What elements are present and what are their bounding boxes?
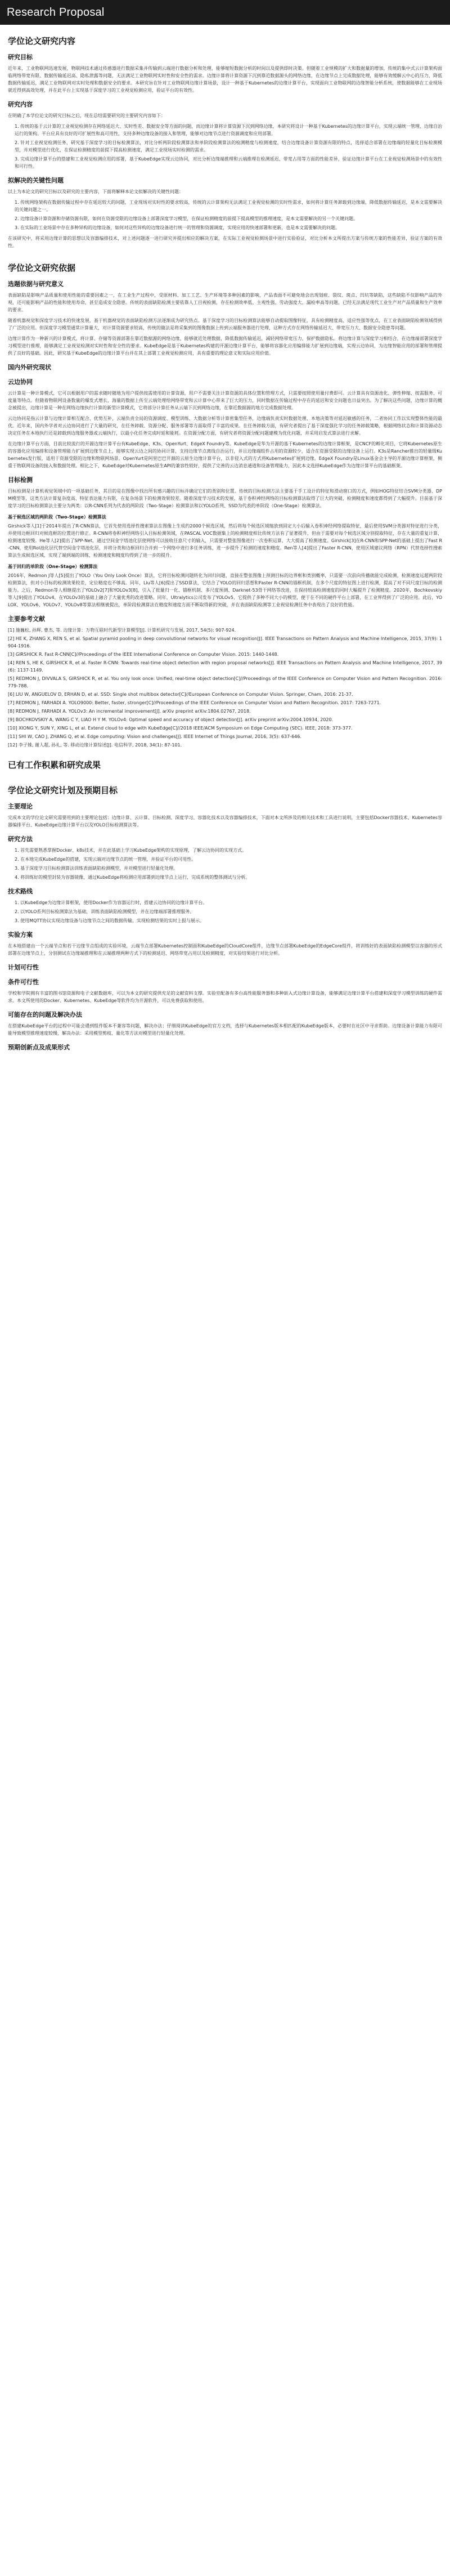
reference-item: [5] REDMON J, DIVVALA S, GIRSHICK R, et al. You only look once: Unified, real-time object detection[C]//Proceedings of the IEEE Conference on Computer Vision and Pattern Recognition. 2016: 779-788. (8, 676, 442, 688)
subsection-heading: 计划可行性 (8, 964, 39, 971)
subsection-heading: 选题依据与研究意义 (8, 280, 64, 288)
list-item: 2. 边缘设备计算资源和存储资源有限，如何在资源受限的边缘设备上部署深度学习模型，在保证检测精度的前提下提高模型的推理速度，是本文需要解决的另一个关键问题。 (15, 216, 358, 221)
subsection-heading: 目标检测 (8, 476, 33, 484)
subsection-heading: 研究目标 (8, 53, 33, 61)
subsection-heading: 预期创新点及成果形式 (8, 1044, 70, 1051)
reference-item: [3] GIRSHICK R. Fast R-CNN[C]//Proceedings of the IEEE International Conference on Computer Vision. 2015: 1440-1448. (8, 652, 279, 657)
paragraph: 随着机器视觉和深度学习技术的快速发展，基于机器视觉的表面缺陷检测方法逐渐成为研究热点。基于深度学习的目标检测算法能够自动提取图像特征，具有检测精度高、适应性强等优点，在工业表面缺陷检测领域得到了广泛的应用。但深度学习模型通常计算量大，对计算资源要求较高，传统的做法是将采集到的图像数据上传到云端服务器进行处理，这种方式存在网络传输延迟大、带宽压力大、数据安全隐患等问题。 (8, 318, 442, 330)
paragraph: 在本地搭建由一个云端节点和若干边缘节点组成的实验环境，云端节点部署Kubernetes控制面和KubeEdge的CloudCore组件，边缘节点部署KubeEdge的EdgeCore组件，将训练好的表面缺陷检测模型以容器的形式部署在边缘节点上，分别测试在边缘端推理和在云端推理两种方式下的检测延迟、网络带宽占用以及检测精度，对实验结果进行对比分析。 (8, 943, 442, 956)
paragraph: 云计算是一种计算模式，它可以根据用户的需求随时随地为用户提供按需使用的计算资源，用户不需要关注计算资源的具体位置和管理方式，只需要按照使用量付费即可。云计算具有资源池化、弹性伸缩、按需服务、可度量等特点。但随着物联网设备数量的爆发式增长，海量的数据上传至云端处理给网络带宽和云计算中心带来了巨大的压力，同时数据在传输过程中存在的延迟和安全问题也日益突出。为了解决这些问题，边缘计算的概念被提出，边缘计算是一种在网络边缘执行计算的新型计算模式，它将部分计算任务从云端下沉到网络边缘，在靠近数据源的地方完成数据处理。 (8, 391, 442, 410)
subsection-heading: 研究内容 (8, 101, 33, 108)
subsection-heading: 实验方案 (8, 931, 33, 938)
subsection-heading: 主要参考文献 (8, 615, 45, 623)
method-category-heading: 基于回归的单阶段（One-Stage）检测算法 (8, 564, 98, 569)
document-title: Research Proposal (7, 6, 105, 19)
reference-item: [4] REN S, HE K, GIRSHICK R, et al. Faster R-CNN: Towards real-time object detection with region proposal networks[J]. IEEE Transactions on Pattern Analysis and Machine Intelligence, 2017, 39(6): 1137-1149. (8, 660, 442, 673)
paragraph: 表面缺陷是影响产品质量和使用性能的重要因素之一，在工业生产过程中，受原材料、加工工艺、生产环境等多种因素的影响，产品表面不可避免地会出现划痕、裂纹、斑点、凹坑等缺陷，这些缺陷不仅影响产品的外观，还可能影响产品的性能和使用寿命，甚至造成安全隐患。传统的表面缺陷检测主要依靠人工目视检测，存在检测效率低、主观性强、劳动强度大、漏检率高等问题，已经无法满足现代工业生产对产品质量和生产效率的要求。 (8, 293, 442, 312)
list-item: 1. 传统的基于云计算的工业视觉检测存在网络延迟大、实时性差、数据安全等方面的问题，而边缘计算将计算资源下沉到网络边缘，本研究将设计一种基于Kubernetes的边缘计算平台，实现云端统一管理、边缘自治运行的架构。平台应具有良好的可扩展性和高可用性，支持多种边缘设备的接入和管理，能够对边缘节点进行资源调度和应用部署。 (15, 124, 442, 136)
list-item: 2. 在本地完成KubeEdge的搭建，实现云端对边缘节点的统一管理，并验证平台的可用性。 (15, 857, 196, 862)
section-spacer (8, 750, 442, 754)
reference-item: [8] REDMON J, FARHADI A. YOLOv3: An incremental improvement[J]. arXiv preprint arXiv:1804.02767, 2018. (8, 709, 251, 714)
subsection-heading: 可能存在的问题及解决办法 (8, 1011, 82, 1018)
paragraph: 目标检测是计算机视觉领域中的一项基础任务，其目的是在图像中找出所有感兴趣的目标并确定它们的类别和位置。传统的目标检测方法主要基于手工设计的特征和滑动窗口的方式，例如HOG特征结合SVM分类器、DPM模型等，这类方法计算复杂度高、特征表达能力有限，在复杂场景下的检测效果较差。随着深度学习技术的发展，基于卷积神经网络的目标检测算法取得了巨大的突破，检测精度和速度都得到了大幅提升。目前基于深度学习的目标检测算法主要分为两类：以R-CNN系列为代表的两阶段（Two-Stage）检测算法和以YOLO系列、SSD为代表的单阶段（One-Stage）检测算法。 (8, 489, 442, 508)
document-body (0, 25, 450, 1059)
paragraph: 边缘计算作为一种新兴的计算模式，将计算、存储等资源部署在靠近数据源的网络边缘，能够就近处理数据，降低数据传输延迟，减轻网络带宽压力，保护数据隐私。将边缘计算与深度学习相结合，在边缘端部署深度学习模型进行推理，能够满足工业视觉检测对实时性和安全性的要求。KubeEdge是基于Kubernetes构建的开源边缘计算平台，能够将容器化应用编排能力扩展到边缘端，实现云边协同，为边缘智能应用的部署和管理提供了良好的基础。因此，研究基于KubeEdge的边缘计算平台并在其上部署工业视觉检测应用，具有重要的理论意义和实际应用价值。 (8, 336, 442, 356)
reference-item: [6] LIU W, ANGUELOV D, ERHAN D, et al. SSD: Single shot multibox detector[C]//European Conference on Computer Vision. Springer, Cham, 2016: 21-37. (8, 692, 353, 697)
list-item: 2. 针对工业视觉检测任务，研究基于深度学习的目标检测算法，对比分析两阶段检测算法和单阶段检测算法的检测精度与检测速度，结合边缘设备计算资源有限的特点，选择适合部署在边缘端的轻量化目标检测模型，并对模型进行优化，在保证检测精度的前提下提高检测速度，满足工业现场实时检测的需求。 (15, 140, 442, 153)
title-bar (0, 0, 450, 25)
reference-item: [1] 施巍松, 孙辉, 曹杰, 等. 边缘计算：万物互联时代新型计算模型[J]. 计算机研究与发展, 2017, 54(5): 907-924. (8, 628, 236, 633)
reference-item: [9] BOCHKOVSKIY A, WANG C Y, LIAO H Y M. YOLOv4: Optimal speed and accuracy of object detection[J]. arXiv preprint arXiv:2004.10934, 2020. (8, 717, 334, 722)
list-item: 3. 在实际的工业场景中存在多种异构的边缘设备，如何对这些异构的边缘设备进行统一的管理和资源调度，实现应用的快速部署和更新，也是本文需要解决的问题。 (15, 225, 340, 230)
numbered-list (8, 199, 442, 231)
section-heading: 学位论文研究内容 (8, 36, 76, 46)
reference-item: [10] XIONG Y, SUN Y, XING L, et al. Extend cloud to edge with KubeEdge[C]//2018 IEEE/ACM Symposium on Edge Computing (SEC). IEEE, 2018: 373-377. (8, 726, 353, 731)
paragraph: 近年来，工业物联网迅速发展，物联网技术通过传感器进行数据采集并传输到云端进行数据分析和处理，能够缩短数据分析的时间以及提供即时决策。但随着工业规模的扩大和数据量的增加，传统的集中式云计算架构面临网络带宽有限、数据传输延迟高、隐私泄露等问题，无法满足工业物联网实时性和安全性的需求。边缘计算将计算资源下沉到靠近数据源头的网络边缘，在边缘节点上完成数据处理，能够有效缓解云中心的压力，降低数据传输延迟，满足工业物联网对实时处理和数据安全的要求。本研究旨在针对工业物联网边缘计算场景，设计一种基于Kubernetes的边缘计算平台，实现面向工业物联网的边缘智能分析系统，使数据能够在工业现场就近得到高效处理，并在此平台上实现基于深度学习的工业视觉检测应用，验证平台的有效性。 (8, 66, 442, 93)
paragraph: 云边协同是指云计算与边缘计算相互配合、优势互补，云端负责全局的资源调度、模型训练、大数据分析等计算密集型任务，边缘端负责实时数据处理、本地决策等对延迟敏感的任务，二者协同工作以实现整体性能的最优。近年来，国内外学者对云边协同进行了大量的研究，在任务卸载、资源分配、服务部署等方面取得了丰富的成果。在任务卸载方面，有研究者提出了基于深度强化学习的任务卸载策略，根据网络状态和计算资源动态决定任务在本地执行还是卸载到边缘服务器或云端执行，以最小化任务完成时延和能耗。在资源分配方面，有研究者将资源分配问题建模为优化问题，并采用启发式算法进行求解。 (8, 416, 442, 436)
paragraph: 完成本文的学位论文研究需要用到的主要理论包括：边缘计算、云计算、目标检测、深度学习、容器化技术以及容器编排技术，下面对本文所涉及的相关技术和工具进行说明，主要包括Docker容器技术、Kubernetes容器编排平台、KubeEdge边缘计算平台以及YOLO目标检测算法等。 (8, 815, 442, 828)
paragraph: 2016年，Redmon J等人[5]提出了YOLO（You Only Look Once）算法，它将目标检测问题转化为回归问题，直接在整张图像上预测目标的边界框和类别概率，只需要一次前向传播就能完成检测，检测速度远超两阶段检测算法，但对小目标的检测效果较差，定位精度也不够高。同年，Liu等人[6]提出了SSD算法，它结合了YOLO的回归思想和Faster R-CNN的锚框机制，在多个尺度的特征图上进行检测，提高了对不同尺度目标的检测能力。之后，Redmon等人相继提出了YOLOv2[7]和YOLOv3[8]，引入了批量归一化、锚框机制、多尺度预测、Darknet-53骨干网络等改进，在保持较高检测速度的同时大幅提升了检测精度。2020年，Bochkovskiy等人[9]提出了YOLOv4，在YOLOv3的基础上融合了大量优秀的改进策略。同年，Ultralytics公司发布了YOLOv5，它提供了多种不同大小的模型，便于在不同的硬件平台上部署，在工业界得到了广泛的应用。此后，YOLOX、YOLOv6、YOLOv7、YOLOv8等算法相继被提出，单阶段检测算法在精度和速度方面不断取得新的突破，并在表面缺陷检测等工业视觉检测任务中表现出了良好的性能。 (8, 573, 442, 607)
list-item: 1. 以KubeEdge为边缘计算框架，使用Docker作为容器运行时，搭建云边协同的边缘计算平台。 (15, 900, 208, 905)
list-item: 3. 使用MQTT协议实现边缘设备与边缘节点之间的数据传输，实现检测结果的实时上报与展示。 (15, 918, 205, 923)
paragraph: 在搭建KubeEdge平台的过程中可能会遇到组件版本不兼容等问题，解决办法：仔细阅读KubeEdge的官方文档，选择与Kubernetes版本相匹配的KubeEdge版本，必要时在社区中寻求帮助。边缘设备计算能力有限可能导致模型推理速度较慢，解决办法：采用模型剪枝、量化等方法对模型进行轻量化处理。 (8, 1023, 442, 1036)
paragraph: 以上为本论文的研究目标以及研究的主要内容，下面将解释本论文拟解决的关键性问题： (8, 189, 183, 194)
section-heading: 已有工作积累和研究成果 (8, 760, 101, 770)
reference-item: [12] 李子姝, 谢人超, 孙礼, 等. 移动边缘计算综述[J]. 电信科学, 2018, 34(1): 87-101. (8, 743, 182, 748)
list-item: 1. 首先需要熟悉掌握Docker、k8s技术，并在此基础上学习KubeEdge架构的实现原理，了解云边协同的实现方式。 (15, 848, 247, 853)
section-spacer (8, 1055, 442, 1059)
paragraph: 在明确了本学位论文的研究目标之后，现在总结需要研究的主要研究内容如下： (8, 113, 165, 118)
subsection-heading: 云边协同 (8, 378, 33, 386)
reference-item: [2] HE K, ZHANG X, REN S, et al. Spatial pyramid pooling in deep convolutional networks for visual recognition[J]. IEEE Transactions on Pattern Analysis and Machine Intelligence, 2015, 37(9): 1904-1916. (8, 636, 442, 649)
subsection-heading: 研究方法 (8, 835, 33, 843)
section-heading: 学位论文研究计划及预期目标 (8, 785, 118, 795)
paragraph: 在该研究中，将采用边缘计算的思想以及容器编排技术，对上述问题逐一进行研究并提出相应的解决方案，在实际工业视觉检测场景中进行实验验证，对比分析本文所提出方案与传统方案的性能差异，验证方案的有效性。 (8, 236, 442, 248)
list-item: 1. 传统网络架构在数据传输过程中存在延迟较大的问题，工业现场对实时性的要求较高，传统的云计算架构无法满足工业视觉检测的实时性需求，如何将计算任务卸载到边缘端，降低数据传输延迟，是本文需要解决的关键问题之一。 (15, 200, 442, 212)
subsection-heading: 拟解决的关键性问题 (8, 177, 64, 184)
section-spacer (8, 775, 442, 780)
paragraph: 在边缘计算平台方面，目前比较流行的开源边缘计算平台有KubeEdge、K3s、OpenYurt、EdgeX Foundry等。KubeEdge是华为开源的基于Kubernetes的边缘计算框架，是CNCF的孵化项目，它将Kubernetes原生的容器化应用编排和设备管理能力扩展到边缘节点上，能够实现云边之间的协同计算，支持边缘节点离线自治运行，并且边缘端组件占用的资源较少，适合在资源受限的边缘设备上运行。K3s是Rancher推出的轻量级Kubernetes发行版，适用于资源受限的边缘和物联网场景。OpenYurt是阿里巴巴开源的云原生边缘计算平台，以非侵入式的方式将Kubernetes扩展到边缘。EdgeX Foundry是Linux基金会主导的开源边缘计算框架，侧重于物联网设备的接入和数据处理。相比之下，KubeEdge对Kubernetes原生API的兼容性较好，提供了完善的云边消息通道和设备管理能力，因此本文选择KubeEdge作为边缘计算平台的基础框架。 (8, 441, 442, 468)
subsection-heading: 技术路线 (8, 888, 33, 895)
numbered-list (8, 847, 442, 881)
reference-list (8, 627, 442, 749)
reference-item: [7] REDMON J, FARHADI A. YOLO9000: Better, faster, stronger[C]//Proceedings of the IEEE Conference on Computer Vision and Pattern Recognition. 2017: 7263-7271. (8, 700, 381, 705)
subsection-heading: 国内外研究现状 (8, 364, 51, 371)
numbered-list (8, 899, 442, 924)
paragraph: Girshick等人[1]于2014年提出了R-CNN算法，它首先使用选择性搜索算法在图像上生成约2000个候选区域，然后将每个候选区域缩放到固定大小后输入卷积神经网络提取特征，最后使用SVM分类器对特征进行分类，并使用边框回归对候选框的位置进行修正。R-CNN将卷积神经网络引入目标检测领域，在PASCAL VOC数据集上的检测精度相比传统方法有了显著提升，但由于需要对每个候选区域分别提取特征，存在大量的重复计算，检测速度较慢。He等人[2]提出了SPP-Net，通过空间金字塔池化层使网络可以接收任意尺寸的输入，只需要对整张图像进行一次卷积运算，大大提高了检测速度。Girshick[3]在R-CNN和SPP-Net的基础上提出了Fast R-CNN，使用RoI池化层代替空间金字塔池化层，并将分类和边框回归合并到一个网络中进行多任务训练，进一步提升了检测的速度和精度。Ren等人[4]提出了Faster R-CNN，使用区域建议网络（RPN）代替选择性搜索算法生成候选区域，实现了端到端的训练，检测速度和精度均得到了进一步的提升。 (8, 524, 442, 558)
list-item: 3. 完成边缘计算平台的搭建和工业视觉检测应用的部署，基于KubeEdge实现云边协同，对比分析边缘端推理和云端推理在检测延迟、带宽占用等方面的性能差异，验证边缘计算平台在工业视觉检测场景中的有效性和可行性。 (15, 156, 442, 169)
list-item: 2. 以YOLO系列目标检测算法为基础，训练表面缺陷检测模型，并在边缘端部署推理服务。 (15, 909, 195, 914)
subsection-heading: 条件可行性 (8, 978, 39, 986)
subsection-heading: 主要理论 (8, 803, 33, 810)
section-spacer (8, 253, 442, 257)
method-category-heading: 基于候选区域的两阶段（Two-Stage）检测算法 (8, 515, 106, 520)
reference-item: [11] SHI W, CAO J, ZHANG Q, et al. Edge computing: Vision and challenges[J]. IEEE Internet of Things Journal, 2016, 3(5): 637-646. (8, 734, 302, 739)
list-item: 3. 基于深度学习目标检测算法训练表面缺陷检测模型，并对模型进行轻量化处理。 (15, 866, 178, 871)
numbered-list (8, 123, 442, 170)
paragraph: 学校和学院拥有丰富的图书馆资源和电子文献数据库，可以为本文的研究提供充足的文献资料支撑。实验室配备有多台高性能服务器和多种嵌入式边缘计算设备，能够满足边缘计算平台搭建和深度学习模型训练的硬件需求。本文所使用的Docker、Kubernetes、KubeEdge等软件均为开源软件，可以免费获取和使用。 (8, 991, 442, 1003)
list-item: 4. 将训练好的模型封装为容器镜像，通过KubeEdge将检测应用部署到边缘节点上运行，完成系统的整体测试与分析。 (15, 875, 250, 880)
section-heading: 学位论文研究依据 (8, 263, 76, 273)
